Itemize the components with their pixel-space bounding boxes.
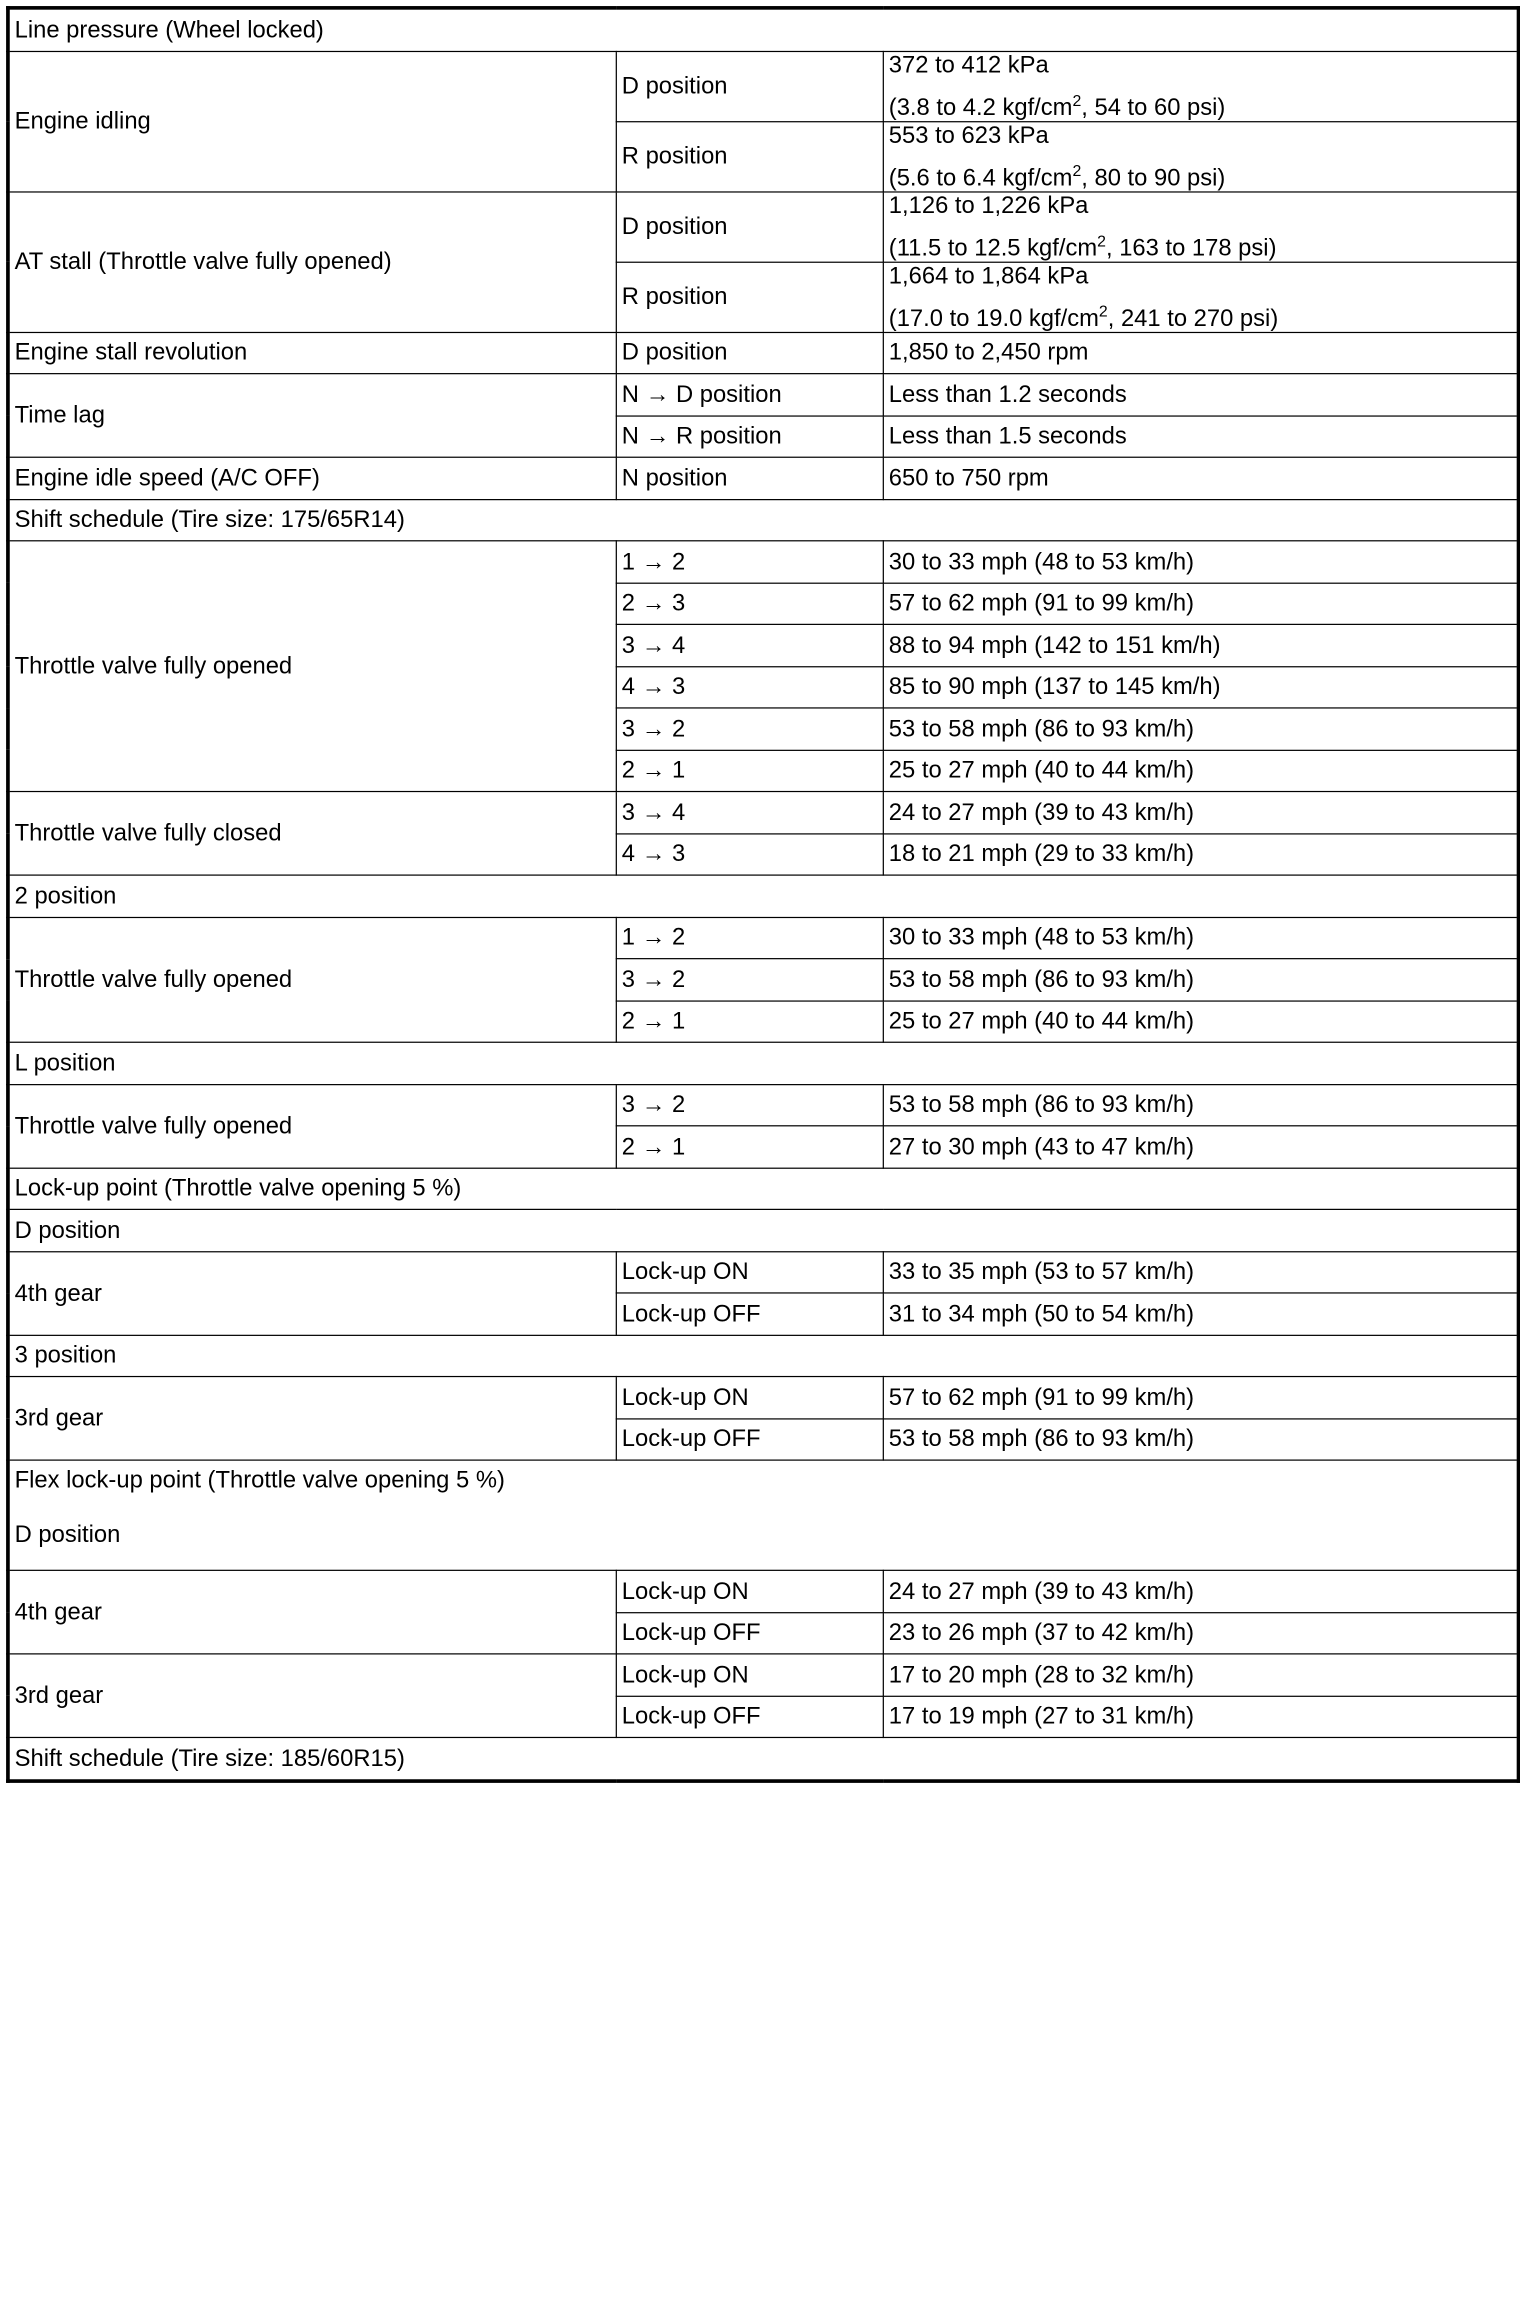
position-cell: R position: [616, 262, 883, 332]
position-cell: N position: [616, 457, 883, 499]
table-row: [8, 792, 1519, 834]
mode-cell: Lock-up OFF: [616, 1293, 883, 1335]
value-cell: 25 to 27 mph (40 to 44 km/h): [883, 1000, 1518, 1042]
shift-cell: 2 → 1: [616, 750, 883, 792]
section-title: L position: [8, 1042, 1519, 1084]
shift-cell: 1 → 2: [616, 541, 883, 583]
section-subtitle: D position: [14, 1521, 121, 1548]
row-label: 4th gear: [8, 1570, 616, 1654]
value-cell: 53 to 58 mph (86 to 93 km/h): [883, 708, 1518, 750]
mode-cell: Lock-up ON: [616, 1654, 883, 1696]
position-cell: D position: [616, 51, 883, 121]
value-conversion: (3.8 to 4.2 kgf/$cm^2$, 54 to 60 psi): [888, 90, 1226, 121]
shift-cell: 3 → 4: [616, 792, 883, 834]
position-cell: N → D position: [616, 374, 883, 416]
value-kpa: 1,126 to 1,226 kPa: [888, 191, 1089, 219]
value-cell: 57 to 62 mph (91 to 99 km/h): [883, 1377, 1518, 1419]
value-cell: 57 to 62 mph (91 to 99 km/h): [883, 583, 1518, 625]
table-row: [8, 1084, 1519, 1126]
value-cell: 24 to 27 mph (39 to 43 km/h): [883, 1570, 1518, 1612]
value-cell: 85 to 90 mph (137 to 145 km/h): [883, 666, 1518, 708]
section-header-row: [8, 1168, 1519, 1210]
row-label: 3rd gear: [8, 1377, 616, 1461]
table-row: [8, 457, 1519, 499]
value-cell: 53 to 58 mph (86 to 93 km/h): [883, 1418, 1518, 1460]
value-cell: [883, 121, 1518, 191]
transmission-spec-table: [6, 6, 1520, 1782]
value-cell: 24 to 27 mph (39 to 43 km/h): [883, 792, 1518, 834]
table-row: [8, 1251, 1519, 1293]
mode-cell: Lock-up OFF: [616, 1612, 883, 1654]
shift-cell: 3 → 4: [616, 624, 883, 666]
shift-cell: 2 → 1: [616, 1000, 883, 1042]
value-cell: Less than 1.2 seconds: [883, 374, 1518, 416]
row-label: Engine idling: [8, 51, 616, 191]
row-label: Throttle valve fully closed: [8, 792, 616, 876]
table-row: [8, 374, 1519, 416]
value-cell: 88 to 94 mph (142 to 151 km/h): [883, 624, 1518, 666]
mode-cell: Lock-up ON: [616, 1570, 883, 1612]
row-label: Engine idle speed (A/C OFF): [8, 457, 616, 499]
section-title: Line pressure (Wheel locked): [8, 8, 1519, 51]
value-cell: 53 to 58 mph (86 to 93 km/h): [883, 959, 1518, 1001]
value-conversion: (5.6 to 6.4 kgf/$cm^2$, 80 to 90 psi): [888, 161, 1226, 191]
section-title: Lock-up point (Throttle valve opening 5 %): [8, 1168, 1519, 1210]
shift-cell: 2 → 3: [616, 583, 883, 625]
value-cell: 25 to 27 mph (40 to 44 km/h): [883, 750, 1518, 792]
value-cell: 17 to 20 mph (28 to 32 km/h): [883, 1654, 1518, 1696]
position-cell: R position: [616, 121, 883, 191]
row-label: AT stall (Throttle valve fully opened): [8, 191, 616, 331]
value-cell: 30 to 33 mph (48 to 53 km/h): [883, 917, 1518, 959]
shift-cell: 4 → 3: [616, 833, 883, 875]
section-title: Shift schedule (Tire size: 175/65R14): [8, 499, 1519, 541]
mode-cell: Lock-up OFF: [616, 1696, 883, 1738]
table-row: [8, 51, 1519, 121]
section-subtitle: D position: [8, 1209, 1519, 1251]
value-cell: 23 to 26 mph (37 to 42 km/h): [883, 1612, 1518, 1654]
value-cell: 27 to 30 mph (43 to 47 km/h): [883, 1126, 1518, 1168]
section-header-row: [8, 499, 1519, 541]
row-label: Throttle valve fully opened: [8, 541, 616, 792]
shift-cell: 4 → 3: [616, 666, 883, 708]
section-header-row: [8, 1042, 1519, 1084]
mode-cell: Lock-up ON: [616, 1377, 883, 1419]
value-cell: 33 to 35 mph (53 to 57 km/h): [883, 1251, 1518, 1293]
section-header-row: [8, 875, 1519, 917]
value-cell: Less than 1.5 seconds: [883, 415, 1518, 457]
section-header-row: [8, 8, 1519, 51]
shift-cell: 3 → 2: [616, 959, 883, 1001]
table-row: [8, 191, 1519, 261]
table-row: [8, 332, 1519, 374]
section-title: 2 position: [8, 875, 1519, 917]
value-cell: 18 to 21 mph (29 to 33 km/h): [883, 833, 1518, 875]
row-label: Engine stall revolution: [8, 332, 616, 374]
value-conversion: (17.0 to 19.0 kgf/$cm^2$, 241 to 270 psi): [888, 301, 1279, 332]
value-cell: [883, 51, 1518, 121]
table-row: [8, 1570, 1519, 1612]
row-label: Throttle valve fully opened: [8, 1084, 616, 1168]
section-header-row: [8, 1737, 1519, 1780]
position-cell: D position: [616, 332, 883, 374]
value-cell: 30 to 33 mph (48 to 53 km/h): [883, 541, 1518, 583]
value-kpa: 553 to 623 kPa: [888, 121, 1049, 149]
section-title-block: [8, 1460, 1519, 1570]
row-label: Throttle valve fully opened: [8, 917, 616, 1042]
mode-cell: Lock-up OFF: [616, 1418, 883, 1460]
table-row: [8, 1654, 1519, 1696]
value-kpa: 1,664 to 1,864 kPa: [888, 262, 1089, 289]
shift-cell: 1 → 2: [616, 917, 883, 959]
row-label: 4th gear: [8, 1251, 616, 1335]
section-subtitle: 3 position: [8, 1335, 1519, 1377]
value-cell: 31 to 34 mph (50 to 54 km/h): [883, 1293, 1518, 1335]
value-cell: 1,850 to 2,450 rpm: [883, 332, 1518, 374]
value-cell: [883, 262, 1518, 332]
value-conversion: (11.5 to 12.5 kgf/$cm^2$, 163 to 178 psi): [888, 231, 1277, 262]
shift-cell: 3 → 2: [616, 1084, 883, 1126]
section-title: Shift schedule (Tire size: 185/60R15): [8, 1737, 1519, 1780]
position-cell: N → R position: [616, 415, 883, 457]
value-cell: 53 to 58 mph (86 to 93 km/h): [883, 1084, 1518, 1126]
section-header-row: [8, 1460, 1519, 1570]
row-label: Time lag: [8, 374, 616, 458]
mode-cell: Lock-up ON: [616, 1251, 883, 1293]
row-label: 3rd gear: [8, 1654, 616, 1738]
table-row: [8, 917, 1519, 959]
section-title: Flex lock-up point (Throttle valve opening 5 %): [14, 1466, 505, 1494]
value-cell: 650 to 750 rpm: [883, 457, 1518, 499]
table-row: [8, 541, 1519, 583]
table-row: [8, 1377, 1519, 1419]
shift-cell: 2 → 1: [616, 1126, 883, 1168]
section-header-row: [8, 1209, 1519, 1251]
value-kpa: 372 to 412 kPa: [888, 51, 1049, 79]
value-cell: 17 to 19 mph (27 to 31 km/h): [883, 1696, 1518, 1738]
value-cell: [883, 191, 1518, 261]
section-header-row: [8, 1335, 1519, 1377]
position-cell: D position: [616, 191, 883, 261]
shift-cell: 3 → 2: [616, 708, 883, 750]
